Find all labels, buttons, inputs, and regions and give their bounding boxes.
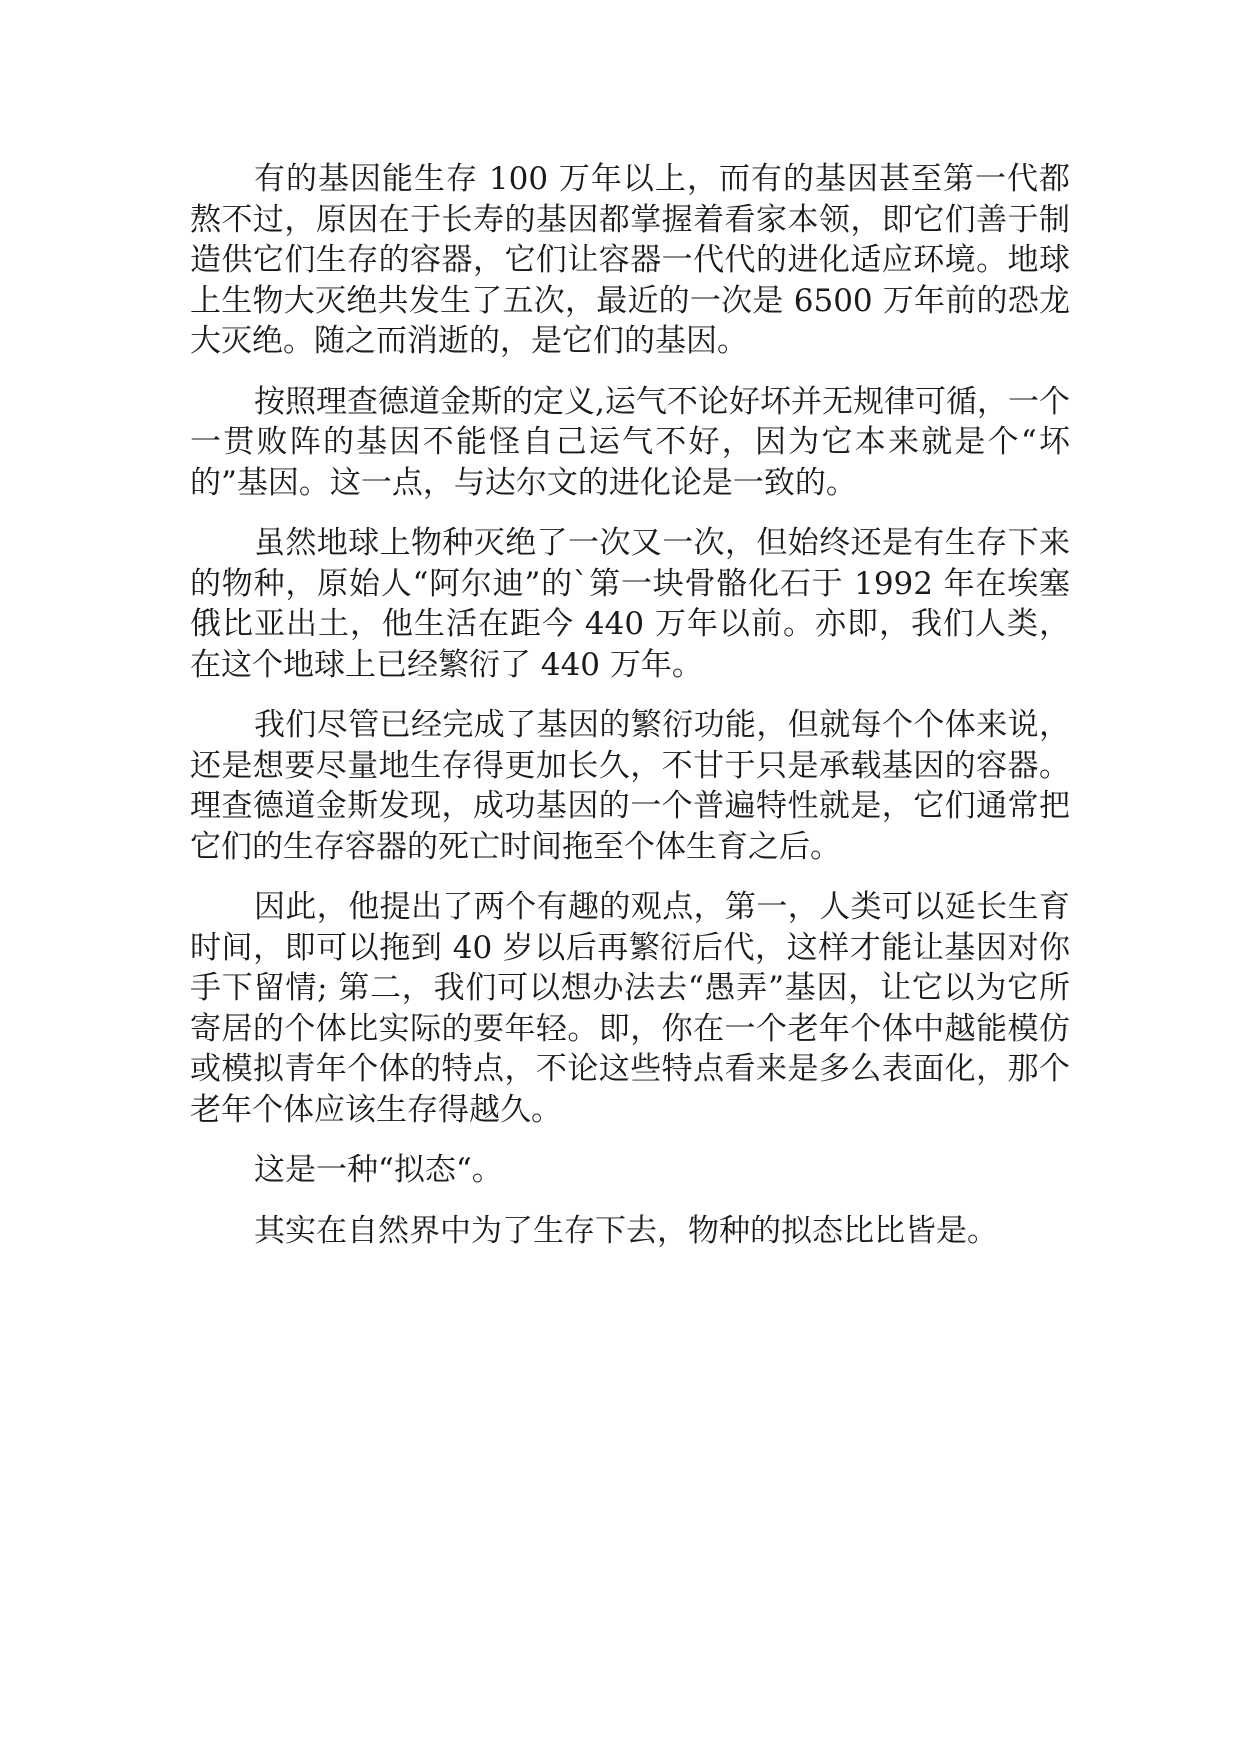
- paragraph-6: 这是一种“拟态“。: [254, 1152, 503, 1188]
- document-body: [190, 159, 1070, 1271]
- paragraph-4: 我们尽管已经完成了基因的繁衍功能，但就每个个体来说，还是想要尽量地生存得更加长久，不甘于只是承载基因的容器。理查德道金斯发现，成功基因的一个普遍特性就是，它们通常把它们的生存容器的死亡时间拖至个体生育之后。: [190, 707, 1070, 865]
- paragraph-5: 因此，他提出了两个有趣的观点，第一，人类可以延长生育时间，即可以拖到 40 岁以后再繁衍后代，这样才能让基因对你手下留情; 第二，我们可以想办法去“愚弄”基因，让它以为它所寄居的个体比实际的要年轻。即，你在一个老年个体中越能模仿或模拟青年个体的特点，不论这些特点看来是多么表面化，那个老年个体应该生存得越久。: [190, 889, 1070, 1128]
- paragraph-2: 按照理查德道金斯的定义,运气不论好坏并无规律可循，一个一贯败阵的基因不能怪自己运气不好，因为它本来就是个“坏的”基因。这一点，与达尔文的进化论是一致的。: [190, 383, 1070, 501]
- paragraph-1: 有的基因能生存 100 万年以上，而有的基因甚至第一代都熬不过，原因在于长寿的基因都掌握着看家本领，即它们善于制造供它们生存的容器，它们让容器一代代的进化适应环境。地球上生物大灭绝共发生了五次，最近的一次是 6500 万年前的恐龙大灭绝。随之而消逝的，是它们的基因。: [190, 161, 1070, 359]
- paragraph-7: 其实在自然界中为了生存下去，物种的拟态比比皆是。: [254, 1212, 998, 1249]
- paragraph-3: 虽然地球上物种灭绝了一次又一次，但始终还是有生存下来的物种，原始人“阿尔迪”的`第一块骨骼化石于 1992 年在埃塞俄比亚出土，他生活在距今 440 万年以前。亦即，我们人类，在这个地球上已经繁衍了 440 万年。: [190, 525, 1070, 683]
